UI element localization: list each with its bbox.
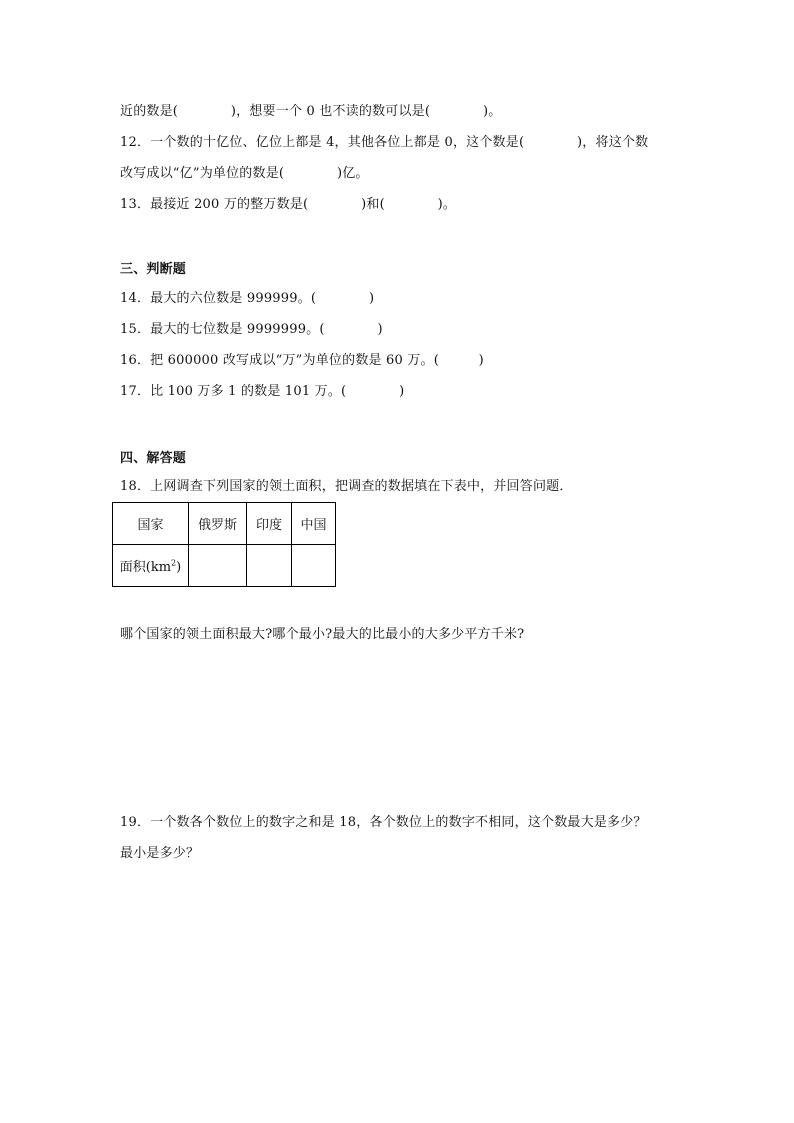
q18-text: 18．上网调查下列国家的领土面积，把调查的数据填在下表中，并回答问题． xyxy=(120,479,573,494)
table-cell: 印度 xyxy=(247,503,292,545)
table-row xyxy=(113,545,336,587)
section3-heading: 三、判断题 xyxy=(120,262,187,277)
area-label-close: ) xyxy=(176,560,182,575)
table-row xyxy=(113,503,336,545)
q19-text-line2: 最小是多少？ xyxy=(120,846,200,861)
answer-cell-russia[interactable] xyxy=(189,545,247,587)
area-label-sup: 2 xyxy=(171,558,177,568)
answer-cell-india[interactable] xyxy=(247,545,292,587)
table-cell: 国家 xyxy=(113,503,189,545)
q12-text-line1: 12．一个数的十亿位、亿位上都是 4，其他各位上都是 0，这个数是( )，将这个数 xyxy=(120,135,649,150)
area-label-cell xyxy=(113,545,189,587)
table-cell: 中国 xyxy=(292,503,336,545)
table-cell: 俄罗斯 xyxy=(189,503,247,545)
q19-text-line1: 19．一个数各个数位上的数字之和是 18，各个数位上的数字不相同，这个数最大是多少？ xyxy=(120,815,647,830)
q16-text: 16．把 600000 改写成以“万”为单位的数是 60 万。( ) xyxy=(120,353,484,368)
q18-question-text: 哪个国家的领土面积最大?哪个最小?最大的比最小的大多少平方千米? xyxy=(120,627,525,642)
q11-tail-text: 近的数是( )，想要一个 0 也不读的数可以是( )。 xyxy=(120,104,502,119)
q15-text: 15．最大的七位数是 9999999。( ) xyxy=(120,322,383,337)
section4-heading: 四、解答题 xyxy=(120,451,187,466)
country-area-table xyxy=(112,502,336,587)
q14-text: 14．最大的六位数是 999999。( ) xyxy=(120,291,375,306)
answer-cell-china[interactable] xyxy=(292,545,336,587)
q17-text: 17．比 100 万多 1 的数是 101 万。( ) xyxy=(120,384,405,399)
area-label-text: 面积(km xyxy=(119,560,172,575)
q12-text-line2: 改写成以“亿”为单位的数是( )亿。 xyxy=(120,166,369,181)
q13-text: 13．最接近 200 万的整万数是( )和( )。 xyxy=(120,197,457,212)
